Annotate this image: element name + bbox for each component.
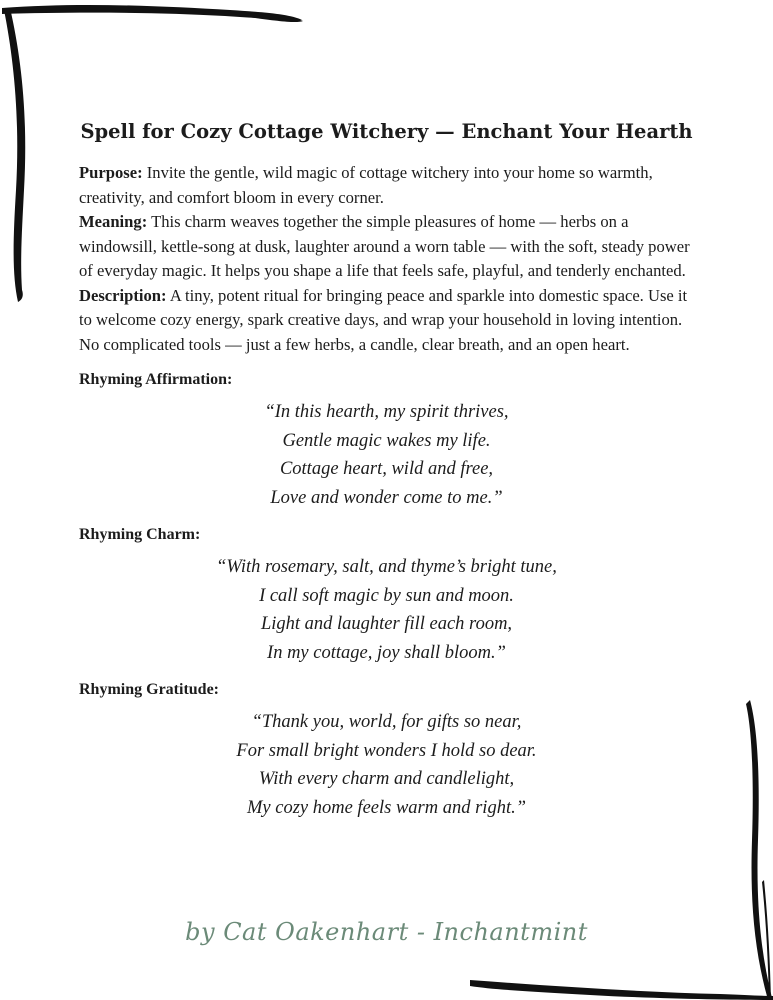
charm-verse [79, 553, 694, 667]
gratitude-heading: Rhyming Gratitude: [79, 681, 219, 698]
left-border-stroke [4, 8, 25, 302]
charm-heading: Rhyming Charm: [79, 526, 201, 543]
verse-line: Love and wonder come to me.” [270, 487, 503, 508]
description-label: Description: [79, 285, 167, 305]
verse-line: I call soft magic by sun and moon. [259, 585, 514, 606]
verse-line: “With rosemary, salt, and thyme’s bright tune, [216, 557, 557, 577]
affirmation-heading: Rhyming Affirmation: [79, 371, 233, 388]
verse-line: Light and laughter fill each room, [260, 614, 513, 634]
author-signature: by Cat Oakenhart - Inchantmint [185, 918, 588, 946]
purpose-label: Purpose: [79, 163, 143, 182]
page-title: Spell for Cozy Cottage Witchery — Enchant Your Hearth [80, 120, 693, 143]
description-text: A tiny, potent ritual for bringing peace and sparkle into domestic space. Use it to welcome cozy energy, spark creative days, and wrap your household in loving intention. No complicated tools — just a few herbs, a candle, clear breath, and an open heart. [79, 285, 688, 354]
verse-line: Cottage heart, wild and free, [279, 459, 494, 479]
meaning-label: Meaning: [79, 212, 148, 231]
verse-line: With every charm and candlelight, [258, 769, 515, 789]
description-paragraph [79, 284, 694, 358]
verse-line: In my cottage, joy shall bloom.” [267, 642, 506, 663]
purpose-text: Invite the gentle, wild magic of cottage witchery into your home so warmth, creativity, and comfort bloom in every corner. [79, 163, 653, 207]
purpose-paragraph [79, 161, 694, 210]
verse-line: “Thank you, world, for gifts so near, [251, 712, 522, 732]
affirmation-verse [79, 398, 694, 512]
verse-line: “In this hearth, my spirit thrives, [264, 402, 509, 422]
gratitude-verse [79, 708, 694, 822]
meaning-text: This charm weaves together the simple pleasures of home — herbs on a windowsill, kettle-song at dusk, laughter around a worn table — with the soft, steady power of everyday magic. It helps you shape a life that feels safe, playful, and tenderly enchanted. [79, 212, 690, 280]
verse-line: Gentle magic wakes my life. [282, 430, 491, 451]
spell-page [79, 120, 694, 822]
meaning-paragraph [79, 210, 694, 284]
verse-line: My cozy home feels warm and right.” [246, 797, 526, 818]
verse-line: For small bright wonders I hold so dear. [236, 740, 537, 761]
bottom-right-border-stroke [470, 980, 773, 1000]
